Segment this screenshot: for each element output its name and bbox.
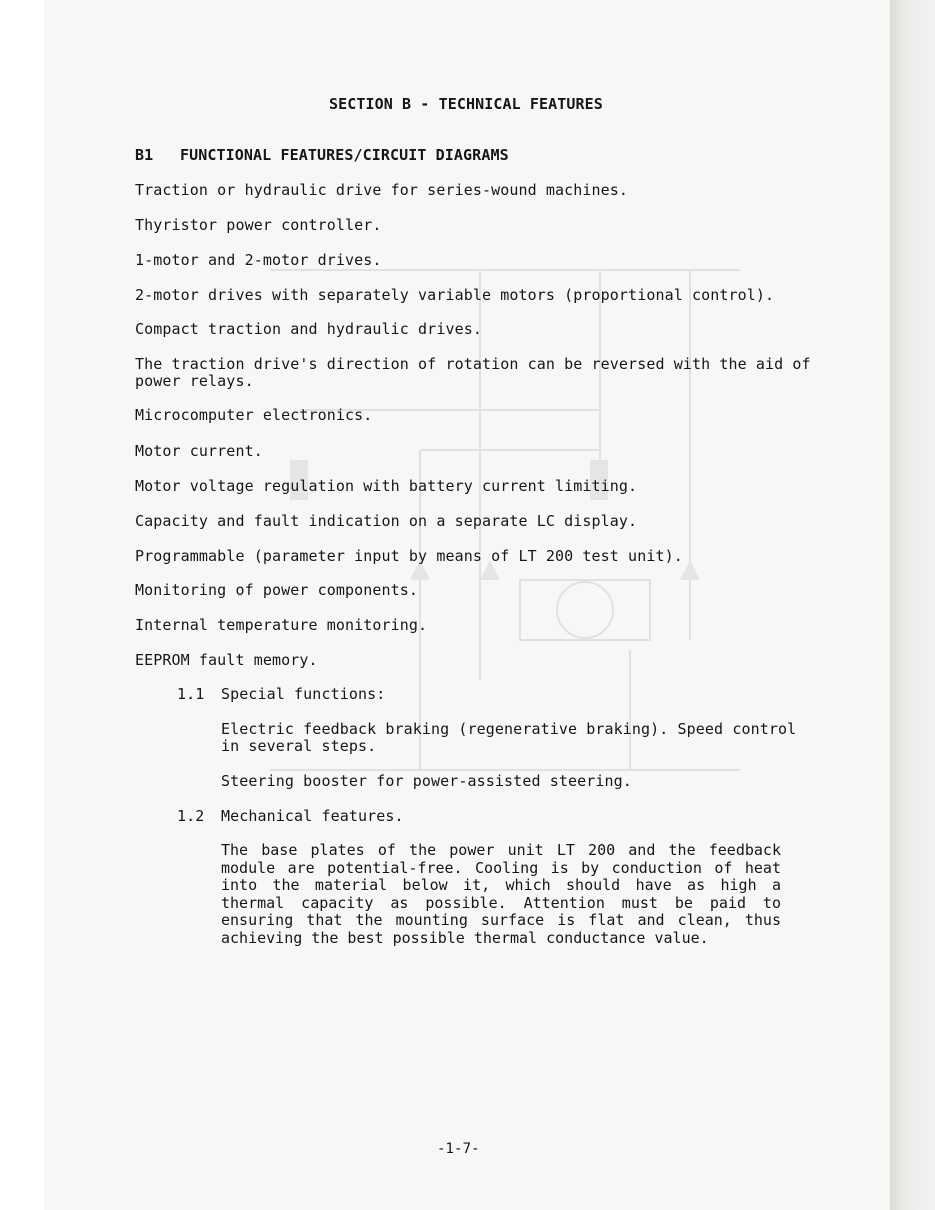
s11-number: 1.1	[177, 685, 205, 703]
s11-line: Electric feedback braking (regenerative braking). Speed control	[221, 720, 797, 738]
feature-item: Motor voltage regulation with battery current limiting.	[135, 477, 638, 495]
page-number: -1-7-	[437, 1141, 480, 1157]
scan-edge	[890, 0, 935, 1210]
feature-item: Capacity and fault indication on a separate LC display.	[135, 512, 638, 530]
feature-item: 1-motor and 2-motor drives.	[135, 251, 382, 269]
feature-item: Microcomputer electronics.	[135, 406, 373, 424]
feature-item: Monitoring of power components.	[135, 581, 419, 599]
section-title: SECTION B - TECHNICAL FEATURES	[329, 95, 603, 113]
s11-line: in several steps.	[221, 737, 377, 755]
feature-item: Programmable (parameter input by means of LT 200 test unit).	[135, 547, 683, 565]
b1-title: FUNCTIONAL FEATURES/CIRCUIT DIAGRAMS	[180, 146, 509, 164]
s12-title: Mechanical features.	[221, 807, 404, 825]
feature-item: EEPROM fault memory.	[135, 651, 318, 669]
feature-item: power relays.	[135, 372, 254, 390]
s12-paragraph: The base plates of the power unit LT 200 and the feedback module are potential-free. Cooling is by conduction of heat into the material below it, which should have as high a thermal capacity as possible. Attention must be paid to ensuring that the mounting surface is flat and clean, thus achieving the best possible thermal conductance value.	[221, 841, 781, 947]
s11-line: Steering booster for power-assisted steering.	[221, 772, 632, 790]
feature-item: Thyristor power controller.	[135, 216, 382, 234]
feature-item: The traction drive's direction of rotation can be reversed with the aid of	[135, 355, 811, 373]
s11-title: Special functions:	[221, 685, 386, 703]
feature-item: Traction or hydraulic drive for series-wound machines.	[135, 181, 629, 199]
s12-number: 1.2	[177, 807, 205, 825]
b1-number: B1	[135, 146, 154, 164]
feature-item: Internal temperature monitoring.	[135, 616, 428, 634]
feature-item: Compact traction and hydraulic drives.	[135, 320, 482, 338]
feature-item: Motor current.	[135, 442, 263, 460]
feature-item: 2-motor drives with separately variable motors (proportional control).	[135, 286, 775, 304]
